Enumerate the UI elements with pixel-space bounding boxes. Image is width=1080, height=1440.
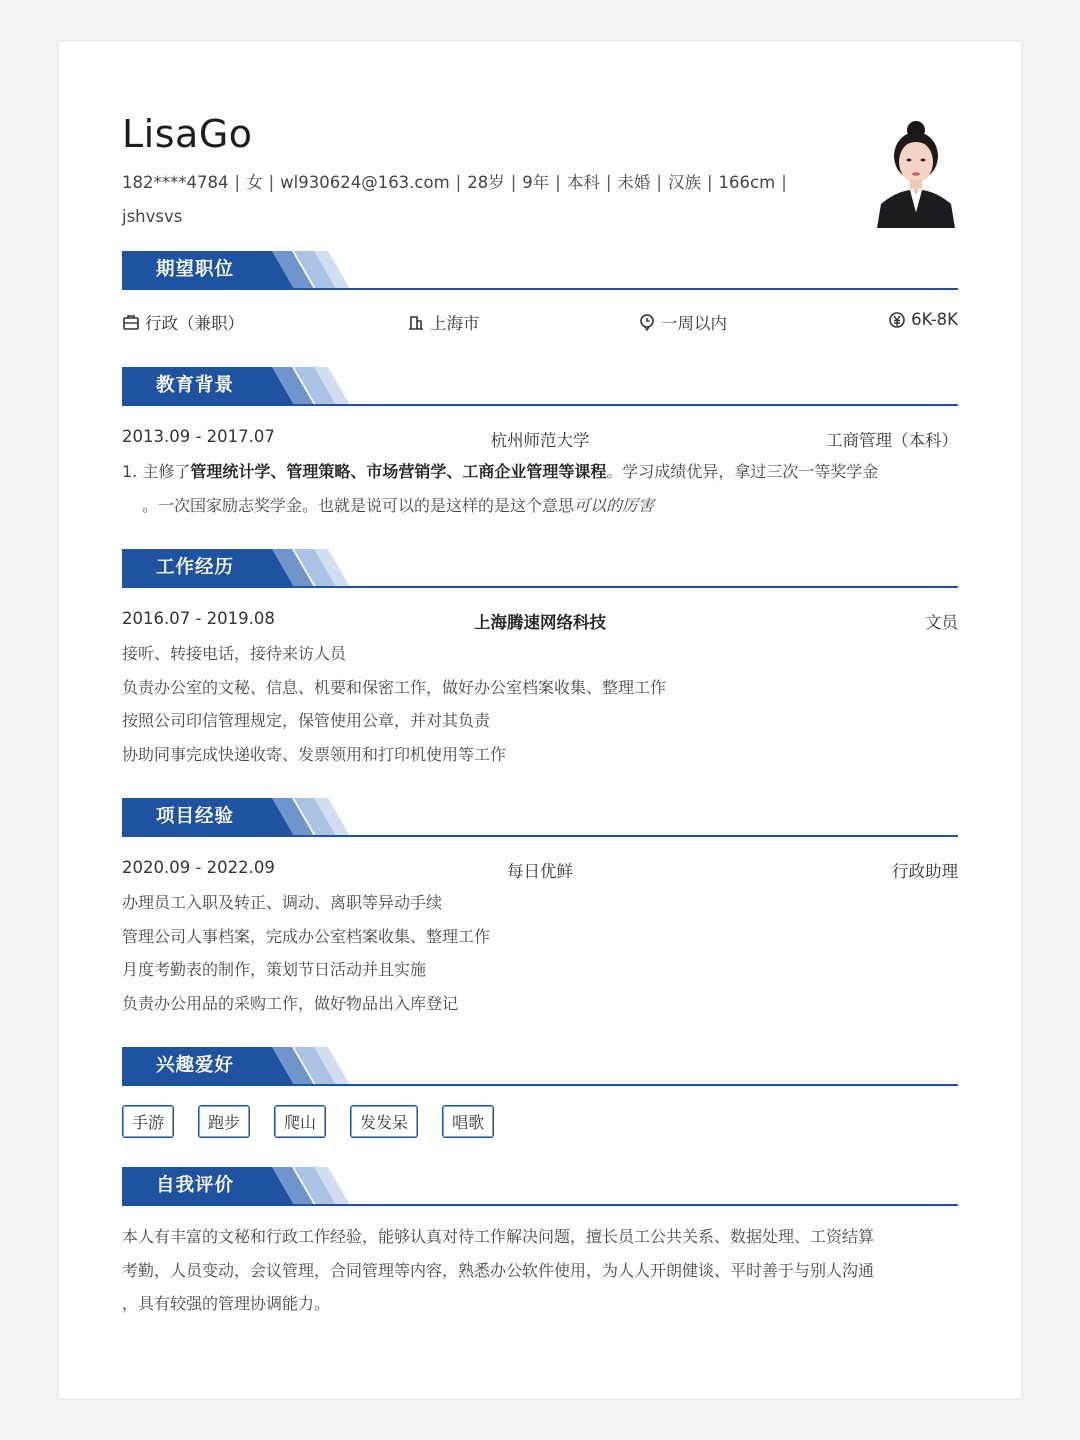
phone: 182****4784 bbox=[122, 173, 229, 192]
avatar-photo bbox=[875, 120, 957, 228]
section-intent-header bbox=[122, 251, 958, 291]
education-description: 1. 主修了管理统计学、管理策略、市场营销学、工商企业管理等课程。学习成绩优异，拿过三次一等奖学金 。一次国家励志奖学金。也就是说可以的是这样的是这个意思可以的厉害 bbox=[122, 462, 879, 515]
list-item: 按照公司印信管理规定，保管使用公章，并对其负责 bbox=[122, 711, 491, 730]
hobby-tag: 手游 bbox=[122, 1105, 174, 1138]
work-period: 2016.07 - 2019.08 bbox=[122, 609, 275, 628]
intent-position: 行政（兼职） bbox=[145, 314, 244, 333]
intent-city: 上海市 bbox=[430, 314, 480, 333]
education-school: 杭州师范大学 bbox=[490, 431, 590, 450]
project-name: 每日优鲜 bbox=[507, 862, 573, 881]
list-item: 负责办公室的文秘、信息、机要和保密工作，做好办公室档案收集、整理工作 bbox=[122, 677, 667, 697]
self-line: ，具有较强的管理协调能力。 bbox=[122, 1294, 331, 1313]
ethnicity: 汉族 bbox=[667, 173, 701, 192]
gender: 女 bbox=[246, 173, 263, 192]
email: wl930624@163.com bbox=[280, 173, 450, 192]
section-title: 期望职位 bbox=[156, 259, 235, 280]
section-education-header bbox=[122, 367, 958, 407]
resume-page bbox=[59, 42, 1021, 1398]
work-company: 上海腾速网络科技 bbox=[474, 613, 606, 632]
list-item: 协助同事完成快递收寄、发票领用和打印机使用等工作 bbox=[122, 744, 507, 764]
section-self-header bbox=[122, 1167, 958, 1207]
list-item: 负责办公用品的采购工作，做好物品出入库登记 bbox=[122, 993, 459, 1013]
candidate-name: LisaGo bbox=[122, 112, 253, 156]
list-item: 办理员工入职及转正、调动、离职等异动手续 bbox=[122, 893, 443, 912]
degree: 本科 bbox=[566, 173, 600, 192]
experience-years: 9年 bbox=[522, 173, 550, 192]
height: 166cm bbox=[718, 173, 776, 192]
hobby-tag: 发发呆 bbox=[350, 1105, 418, 1138]
section-project-header bbox=[122, 798, 958, 838]
self-line: 本人有丰富的文秘和行政工作经验，能够认真对待工作解决问题，擅长员工公共关系、数据处理、工资结算 bbox=[122, 1227, 875, 1246]
hobby-tag: 唱歌 bbox=[442, 1105, 494, 1138]
education-period: 2013.09 - 2017.07 bbox=[122, 427, 275, 446]
project-period: 2020.09 - 2022.09 bbox=[122, 858, 275, 877]
section-work-header bbox=[122, 549, 958, 589]
extra-info: jshvsvs bbox=[122, 207, 183, 226]
education-major: 工商管理（本科） bbox=[826, 431, 958, 450]
location-clock-icon bbox=[638, 313, 656, 331]
list-item: 管理公司人事档案，完成办公室档案收集、整理工作 bbox=[122, 926, 491, 946]
age: 28岁 bbox=[467, 173, 505, 192]
project-role: 行政助理 bbox=[892, 862, 958, 881]
work-items bbox=[122, 637, 958, 771]
hobby-tag: 跑步 bbox=[198, 1105, 250, 1138]
section-hobby-header bbox=[122, 1047, 958, 1087]
briefcase-icon bbox=[122, 313, 140, 331]
intent-salary: 6K-8K bbox=[911, 310, 958, 329]
section-title: 教育背景 bbox=[156, 375, 235, 396]
building-icon bbox=[407, 313, 425, 331]
list-item: 接听、转接电话，接待来访人员 bbox=[122, 644, 347, 663]
section-title: 兴趣爱好 bbox=[156, 1055, 235, 1076]
hobby-tags bbox=[122, 1105, 518, 1138]
section-title: 工作经历 bbox=[156, 557, 235, 578]
project-items bbox=[122, 886, 958, 1020]
work-role: 文员 bbox=[925, 613, 958, 632]
self-line: 考勤，人员变动，会议管理，合同管理等内容，熟悉办公软件使用，为人人开朗健谈、平时善于与别人沟通 bbox=[122, 1260, 875, 1280]
salary-icon bbox=[888, 311, 906, 329]
personal-info: 182****4784 | 女 | wl930624@163.com | 28岁 | 9年 | 本科 | 未婚 | 汉族 | 166cm | jshvsvs bbox=[122, 173, 787, 226]
marital-status: 未婚 bbox=[617, 173, 651, 192]
job-intent-row bbox=[122, 310, 958, 334]
section-title: 自我评价 bbox=[156, 1175, 235, 1196]
self-evaluation bbox=[122, 1220, 958, 1321]
intent-arrival: 一周以内 bbox=[661, 314, 727, 333]
hobby-tag: 爬山 bbox=[274, 1105, 326, 1138]
list-item: 月度考勤表的制作，策划节日活动并且实施 bbox=[122, 960, 427, 979]
section-title: 项目经验 bbox=[156, 806, 235, 827]
